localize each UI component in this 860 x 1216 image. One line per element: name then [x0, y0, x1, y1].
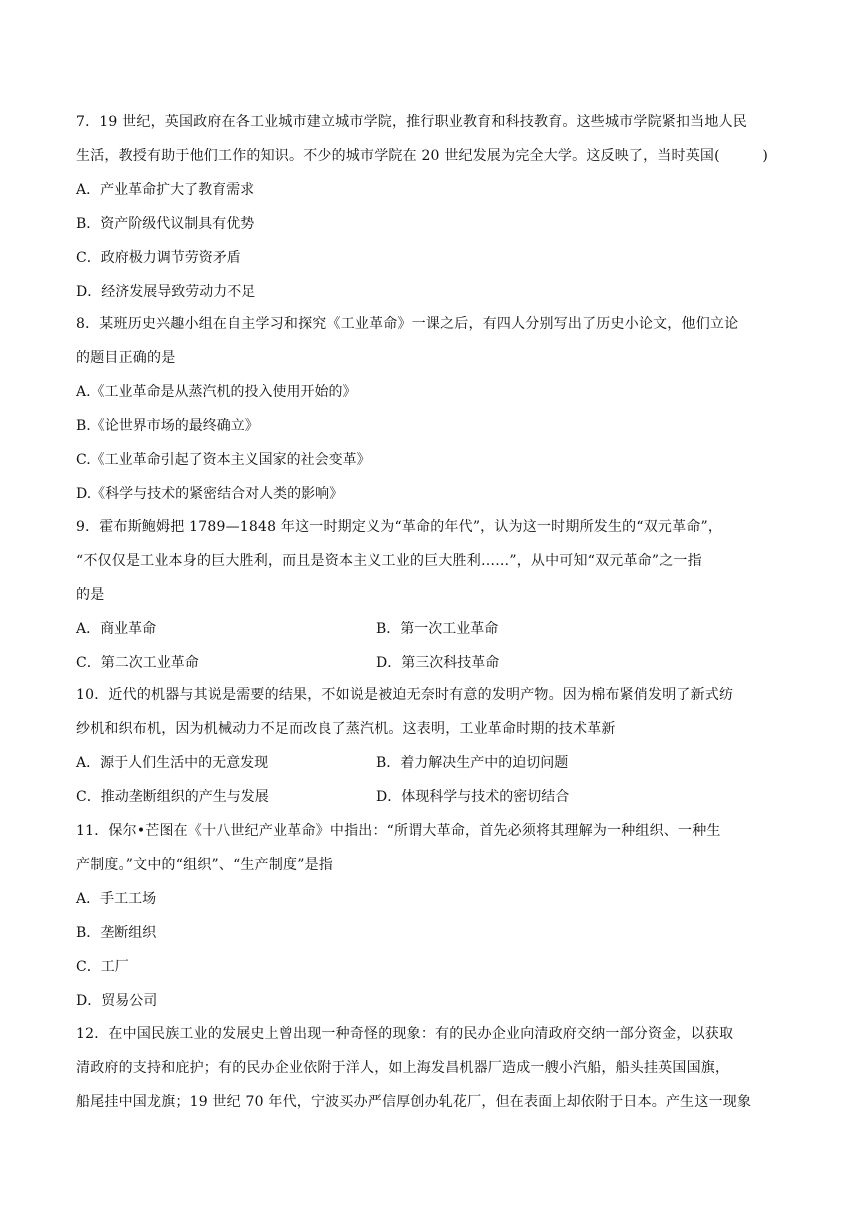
question-11-option-c: C．工厂: [76, 959, 129, 975]
question-8-option-b: B.《论世界市场的最终确立》: [76, 418, 259, 434]
question-7-option-a: A．产业革命扩大了教育需求: [76, 182, 255, 198]
question-7-option-d: D．经济发展导致劳动力不足: [76, 284, 256, 300]
question-10: [76, 678, 794, 814]
question-9-option-c: C．第二次工业革命: [76, 655, 199, 671]
question-11: [76, 814, 794, 1018]
question-10-options-row-1: [76, 746, 794, 780]
question-11-line-1: 11．保尔•芒图在《十八世纪产业革命》中指出：“所谓大革命，首先必须将其理解为一种组织、一种生: [76, 823, 721, 839]
question-8-line-1: 8．某班历史兴趣小组在自主学习和探究《工业革命》一课之后，有四人分别写出了历史小论文，他们立论: [76, 316, 739, 332]
question-8-option-c: C.《工业革命引起了资本主义国家的社会变革》: [76, 452, 371, 468]
question-9-line-2: “不仅仅是工业本身的巨大胜利，而且是资本主义工业的巨大胜利……”，从中可知“双元革命”之一指: [76, 553, 702, 569]
question-12-line-3: 船尾挂中国龙旗；19 世纪 70 年代，宁波买办严信厚创办轧花厂，但在表面上却依附于日本。产生这一现象: [76, 1094, 752, 1110]
question-9-line-3: 的是: [76, 587, 105, 603]
question-9-option-d: D．第三次科技革命: [376, 655, 500, 671]
question-7: [76, 105, 794, 309]
question-7-line-2: 生活，教授有助于他们工作的知识。不少的城市学院在 20 世纪发展为完全大学。这反映了，当时英国( ): [76, 148, 769, 164]
question-9: [76, 510, 794, 680]
question-8-option-d: D.《科学与技术的紧密结合对人类的影响》: [76, 486, 344, 502]
question-8-line-2: 的题目正确的是: [76, 350, 176, 366]
question-11-line-2: 产制度。”文中的“组织”、“生产制度”是指: [76, 857, 333, 873]
question-7-option-b: B．资产阶级代议制具有优势: [76, 216, 255, 232]
question-10-option-d: D．体现科学与技术的密切结合: [376, 789, 570, 805]
question-11-option-b: B．垄断组织: [76, 925, 157, 941]
question-9-options-row-1: [76, 612, 794, 646]
question-9-option-b: B．第一次工业革命: [376, 621, 499, 637]
question-8: [76, 307, 794, 511]
question-9-line-1: 9．霍布斯鲍姆把 1789—1848 年这一时期定义为“革命的年代”，认为这一时期所发生的“双元革命”，: [76, 519, 723, 535]
question-7-option-c: C．政府极力调节劳资矛盾: [76, 250, 241, 266]
question-10-options-row-2: [76, 780, 794, 814]
question-11-option-a: A．手工工场: [76, 891, 157, 907]
question-12-line-2: 清政府的支持和庇护；有的民办企业依附于洋人，如上海发昌机器厂造成一艘小汽船，船头挂英国国旗，: [76, 1060, 730, 1076]
question-9-options-row-2: [76, 646, 794, 680]
question-9-option-a: A．商业革命: [76, 621, 157, 637]
question-12: [76, 1017, 794, 1119]
question-10-option-b: B．着力解决生产中的迫切问题: [376, 755, 569, 771]
question-8-option-a: A.《工业革命是从蒸汽机的投入使用开始的》: [76, 384, 357, 400]
question-10-option-a: A．源于人们生活中的无意发现: [76, 755, 269, 771]
question-12-line-1: 12．在中国民族工业的发展史上曾出现一种奇怪的现象：有的民办企业向清政府交纳一部分资金，以获取: [76, 1026, 734, 1042]
question-7-line-1: 7．19 世纪，英国政府在各工业城市建立城市学院，推行职业教育和科技教育。这些城市学院紧扣当地人民: [76, 114, 747, 130]
question-11-option-d: D．贸易公司: [76, 993, 158, 1009]
question-10-option-c: C．推动垄断组织的产生与发展: [76, 789, 269, 805]
question-10-line-1: 10．近代的机器与其说是需要的结果，不如说是被迫无奈时有意的发明产物。因为棉布紧俏发明了新式纺: [76, 687, 734, 703]
question-10-line-2: 纱机和织布机，因为机械动力不足而改良了蒸汽机。这表明，工业革命时期的技术革新: [76, 721, 616, 737]
